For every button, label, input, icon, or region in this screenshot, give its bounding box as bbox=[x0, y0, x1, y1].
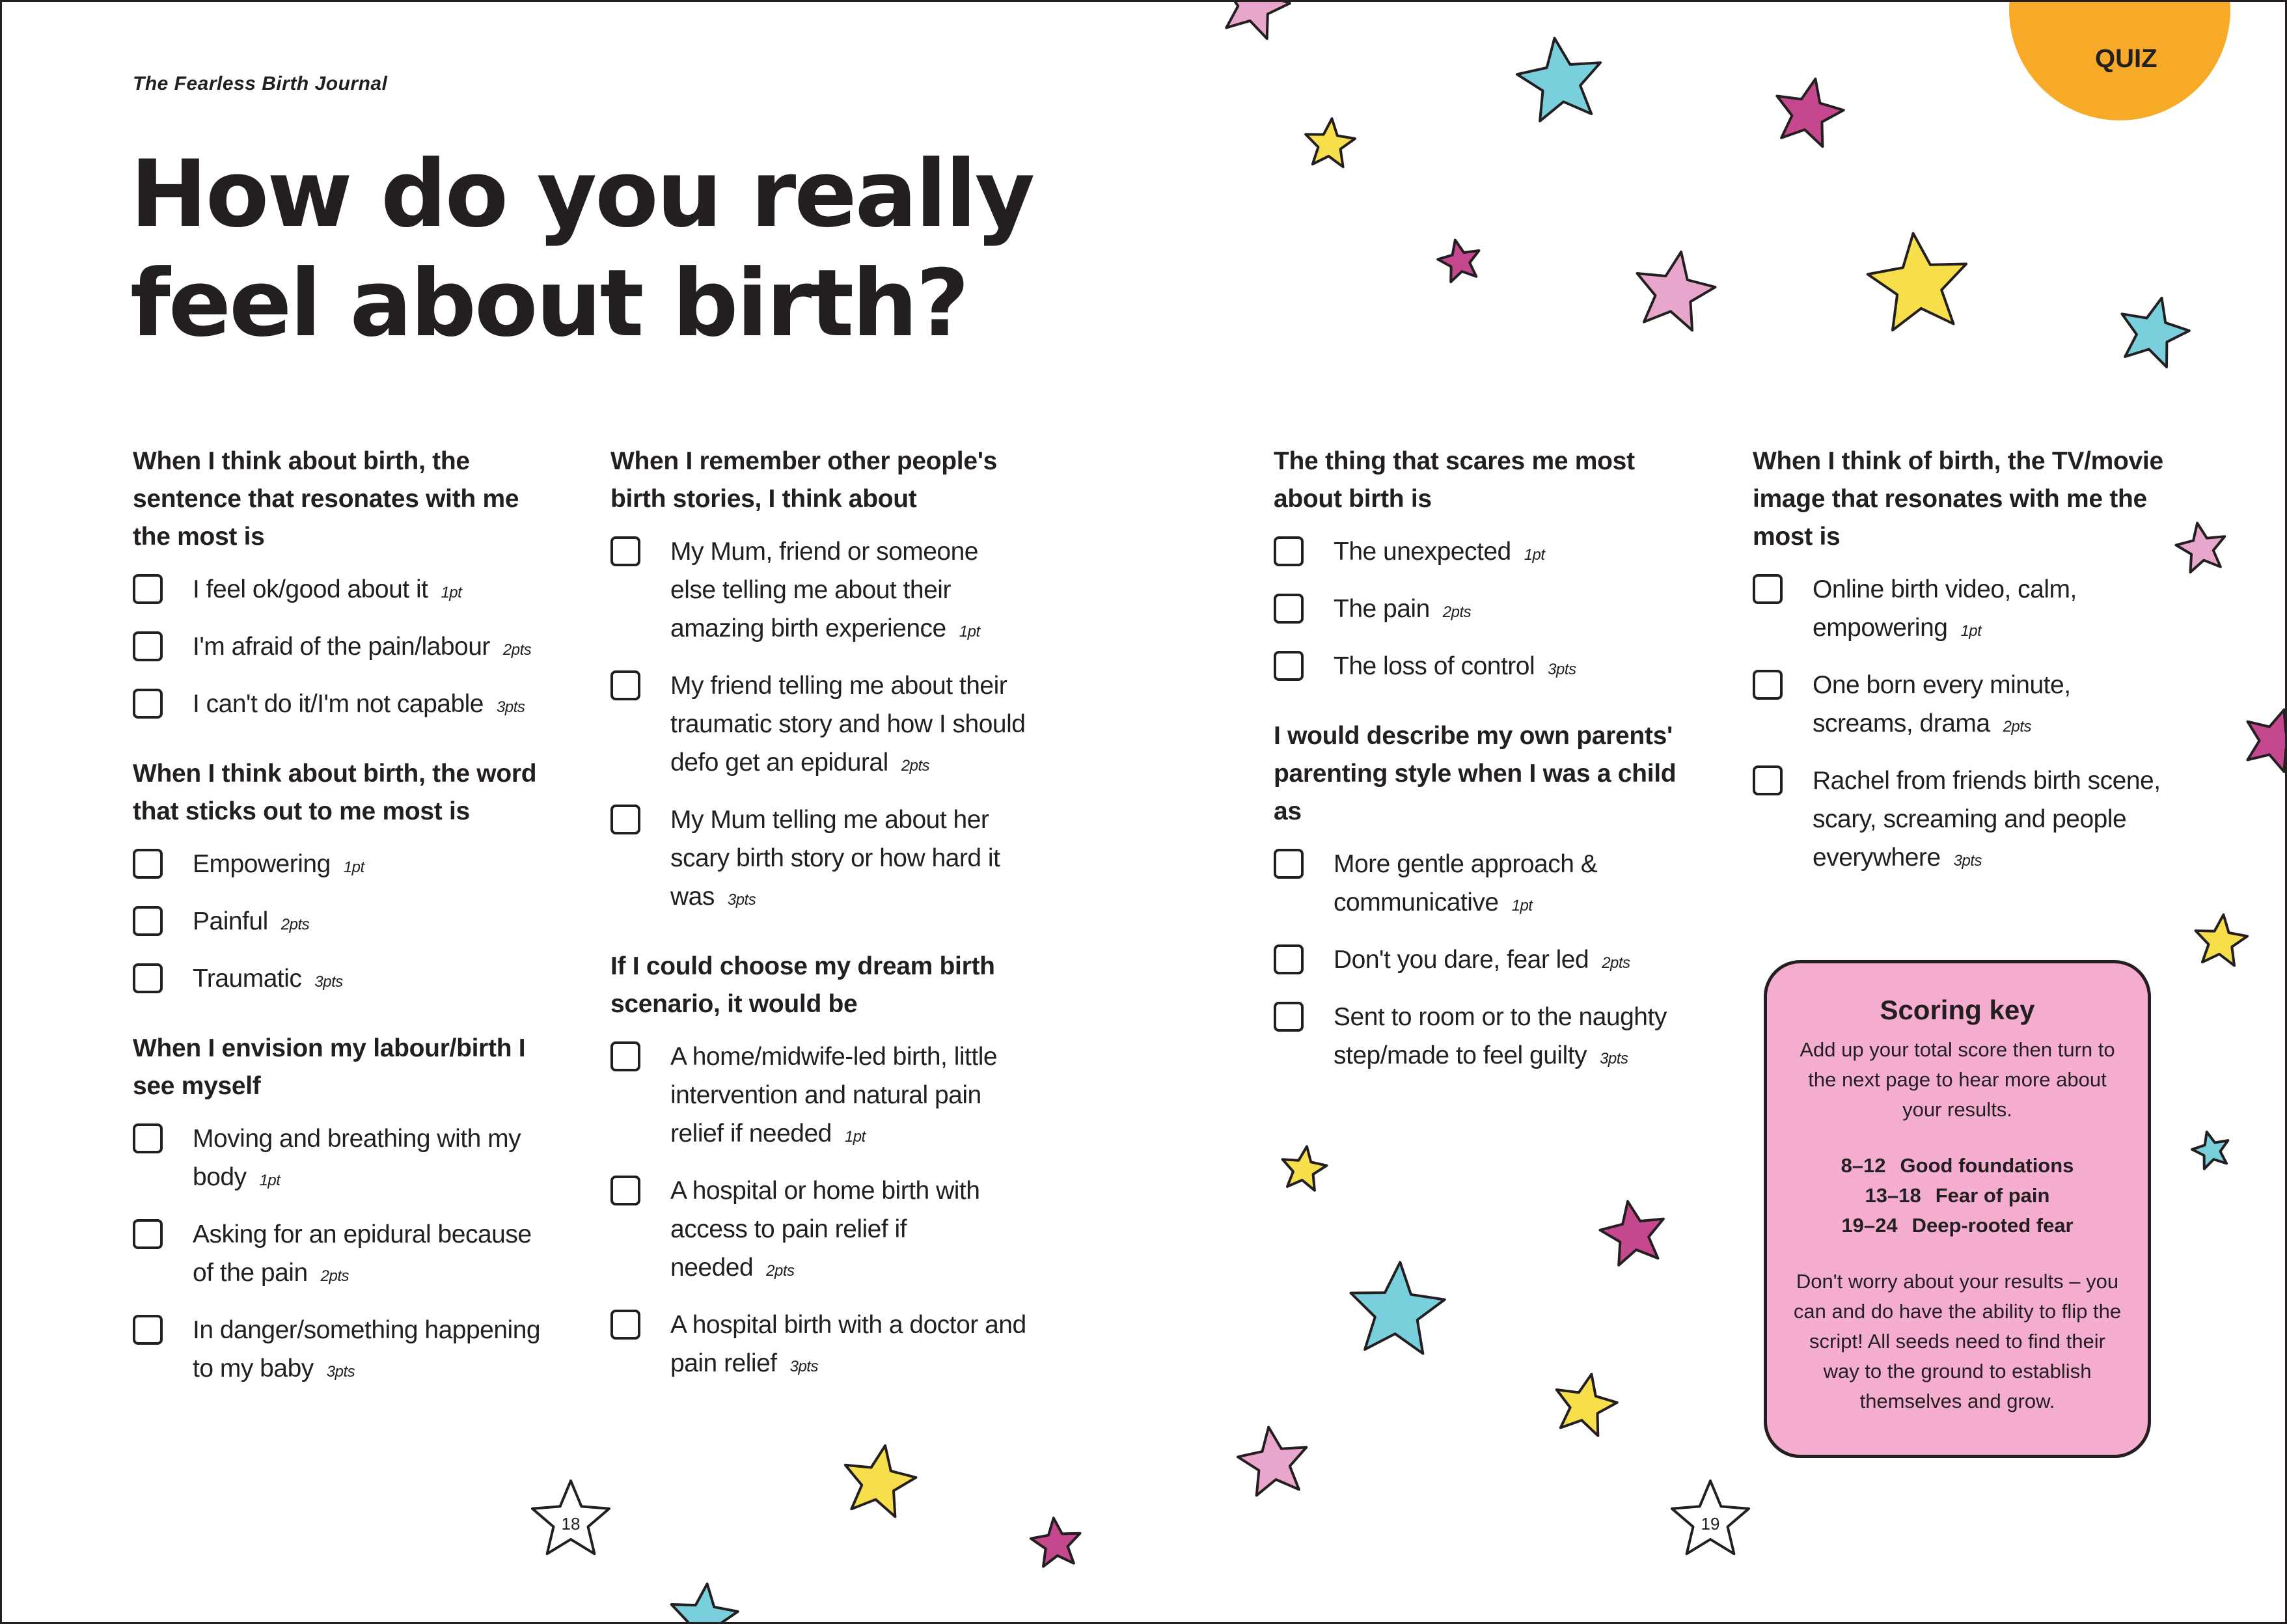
answer-points: 1pt bbox=[343, 859, 364, 876]
star-icon bbox=[1031, 1518, 1080, 1566]
answer-points: 3pts bbox=[497, 698, 525, 716]
question-text: The thing that scares me most about birth is bbox=[1274, 447, 1635, 513]
answer-points: 2pts bbox=[901, 757, 930, 775]
quiz-label: QUIZ bbox=[2095, 44, 2157, 73]
question-text: I would describe my own parents' parenting style when I was a child as bbox=[1274, 722, 1677, 825]
star-icon bbox=[1351, 1262, 1445, 1353]
answer-label: The unexpected bbox=[1334, 538, 1511, 566]
question-text: When I remember other people's birth stories, I think about bbox=[610, 447, 998, 513]
scoring-key-outro: Don't worry about your results – you can and do have the ability to flip the script! All seeds need to find their way to the ground to establish themselves and grow. bbox=[1793, 1270, 2122, 1412]
answer-label: Rachel from friends birth scene, scary, screaming and people everywhere bbox=[1813, 767, 2161, 872]
answer-points: 3pts bbox=[1953, 852, 1982, 870]
star-icon bbox=[1517, 38, 1600, 121]
answer-points: 1pt bbox=[844, 1128, 866, 1146]
answer-points: 3pts bbox=[326, 1363, 355, 1381]
answer-points: 3pts bbox=[1548, 661, 1576, 678]
score-range-label: Fear of pain bbox=[1935, 1184, 2050, 1207]
answer-label: In danger/something happening to my baby bbox=[193, 1316, 541, 1383]
answer-points: 1pt bbox=[1524, 546, 1545, 564]
answer-points: 1pt bbox=[441, 584, 462, 601]
score-range-values: 13–18 bbox=[1865, 1184, 1921, 1207]
scoring-key-intro: Add up your total score then turn to the next page to hear more about your results. bbox=[1800, 1038, 2115, 1121]
star-icon bbox=[2176, 523, 2225, 572]
answer-label: My Mum telling me about her scary birth story or how hard it was bbox=[670, 806, 1000, 911]
title-line: feel about birth? bbox=[130, 250, 968, 357]
answer-label: A hospital birth with a doctor and pain relief bbox=[670, 1311, 1026, 1377]
answer-points: 1pt bbox=[959, 623, 980, 640]
running-head: The Fearless Birth Journal bbox=[133, 73, 388, 94]
answer-points: 1pt bbox=[1960, 622, 1982, 640]
answer-label: Painful bbox=[193, 907, 268, 935]
answer-points: 3pts bbox=[789, 1358, 818, 1375]
answer-label: I feel ok/good about it bbox=[193, 575, 428, 603]
answer-points: 2pts bbox=[2003, 718, 2031, 736]
answer-label: Don't you dare, fear led bbox=[1334, 946, 1589, 974]
star-icon bbox=[1868, 233, 1966, 330]
answer-label: I can't do it/I'm not capable bbox=[193, 690, 484, 718]
title-line: How do you really bbox=[130, 141, 1034, 248]
star-icon bbox=[845, 1446, 916, 1517]
star-icon bbox=[1238, 1427, 1306, 1496]
answer-points: 2pts bbox=[502, 641, 532, 659]
answer-points: 2pts bbox=[281, 916, 310, 933]
answer-points: 3pts bbox=[1600, 1050, 1628, 1067]
question-text: When I think of birth, the TV/movie image that resonates with me the most is bbox=[1753, 447, 2163, 551]
answer-points: 2pts bbox=[1442, 603, 1472, 621]
scoring-key-title: Scoring key bbox=[1880, 995, 2035, 1025]
star-icon bbox=[2196, 915, 2248, 965]
answer-points: 3pts bbox=[314, 973, 343, 991]
answer-label: My friend telling me about their traumatic story and how I should defo get an epidural bbox=[670, 672, 1026, 777]
star-icon bbox=[1777, 79, 1843, 146]
answer-points: 2pts bbox=[320, 1267, 349, 1285]
answer-points: 2pts bbox=[1602, 954, 1630, 972]
score-range-label: Good foundations bbox=[1900, 1154, 2074, 1177]
score-range-label: Deep-rooted fear bbox=[1911, 1214, 2074, 1237]
answer-label: Moving and breathing with my body bbox=[193, 1125, 521, 1191]
star-icon bbox=[1224, 0, 1290, 38]
answer-points: 3pts bbox=[727, 891, 756, 909]
answer-points: 2pts bbox=[766, 1262, 795, 1280]
star-icon bbox=[1600, 1202, 1664, 1265]
star-icon bbox=[1283, 1146, 1327, 1190]
answer-label: My Mum, friend or someone else telling me about their amazing birth experience bbox=[670, 538, 979, 642]
star-icon bbox=[672, 1584, 738, 1624]
answer-label: The loss of control bbox=[1334, 652, 1535, 680]
page-number-right: 19 bbox=[1701, 1514, 1720, 1534]
star-icon bbox=[1438, 240, 1479, 282]
star-icon bbox=[2192, 1132, 2228, 1169]
question-text: When I think about birth, the sentence that resonates with me the most is bbox=[133, 447, 519, 551]
question-text: When I think about birth, the word that sticks out to me most is bbox=[133, 760, 537, 825]
star-icon bbox=[1637, 252, 1716, 331]
answer-label: One born every minute, screams, drama bbox=[1813, 671, 2071, 737]
answer-label: A home/midwife-led birth, little intervention and natural pain relief if needed bbox=[670, 1043, 998, 1148]
score-range-values: 19–24 bbox=[1841, 1214, 1898, 1237]
answer-label: Traumatic bbox=[193, 965, 302, 993]
answer-label: Sent to room or to the naughty step/made to feel guilty bbox=[1334, 1003, 1667, 1069]
star-icon bbox=[2122, 298, 2189, 367]
question-text: When I envision my labour/birth I see myself bbox=[133, 1034, 526, 1100]
answer-points: 1pt bbox=[1511, 897, 1533, 915]
page-number-left: 18 bbox=[561, 1514, 581, 1534]
star-icon bbox=[1306, 118, 1355, 167]
answer-label: More gentle approach & communicative bbox=[1334, 850, 1598, 916]
score-range-values: 8–12 bbox=[1841, 1154, 1886, 1177]
answer-label: I'm afraid of the pain/labour bbox=[193, 633, 490, 661]
answer-label: Empowering bbox=[193, 850, 331, 878]
answer-label: Asking for an epidural because of the pain bbox=[193, 1220, 532, 1287]
answer-points: 1pt bbox=[259, 1172, 281, 1189]
answer-label: The pain bbox=[1334, 595, 1430, 623]
question-text: If I could choose my dream birth scenario, it would be bbox=[610, 952, 995, 1018]
answer-label: A hospital or home birth with access to pain relief if needed bbox=[670, 1177, 980, 1282]
star-icon bbox=[1557, 1374, 1617, 1436]
answer-label: Online birth video, calm, empowering bbox=[1813, 575, 2077, 642]
star-icon bbox=[2248, 709, 2287, 771]
